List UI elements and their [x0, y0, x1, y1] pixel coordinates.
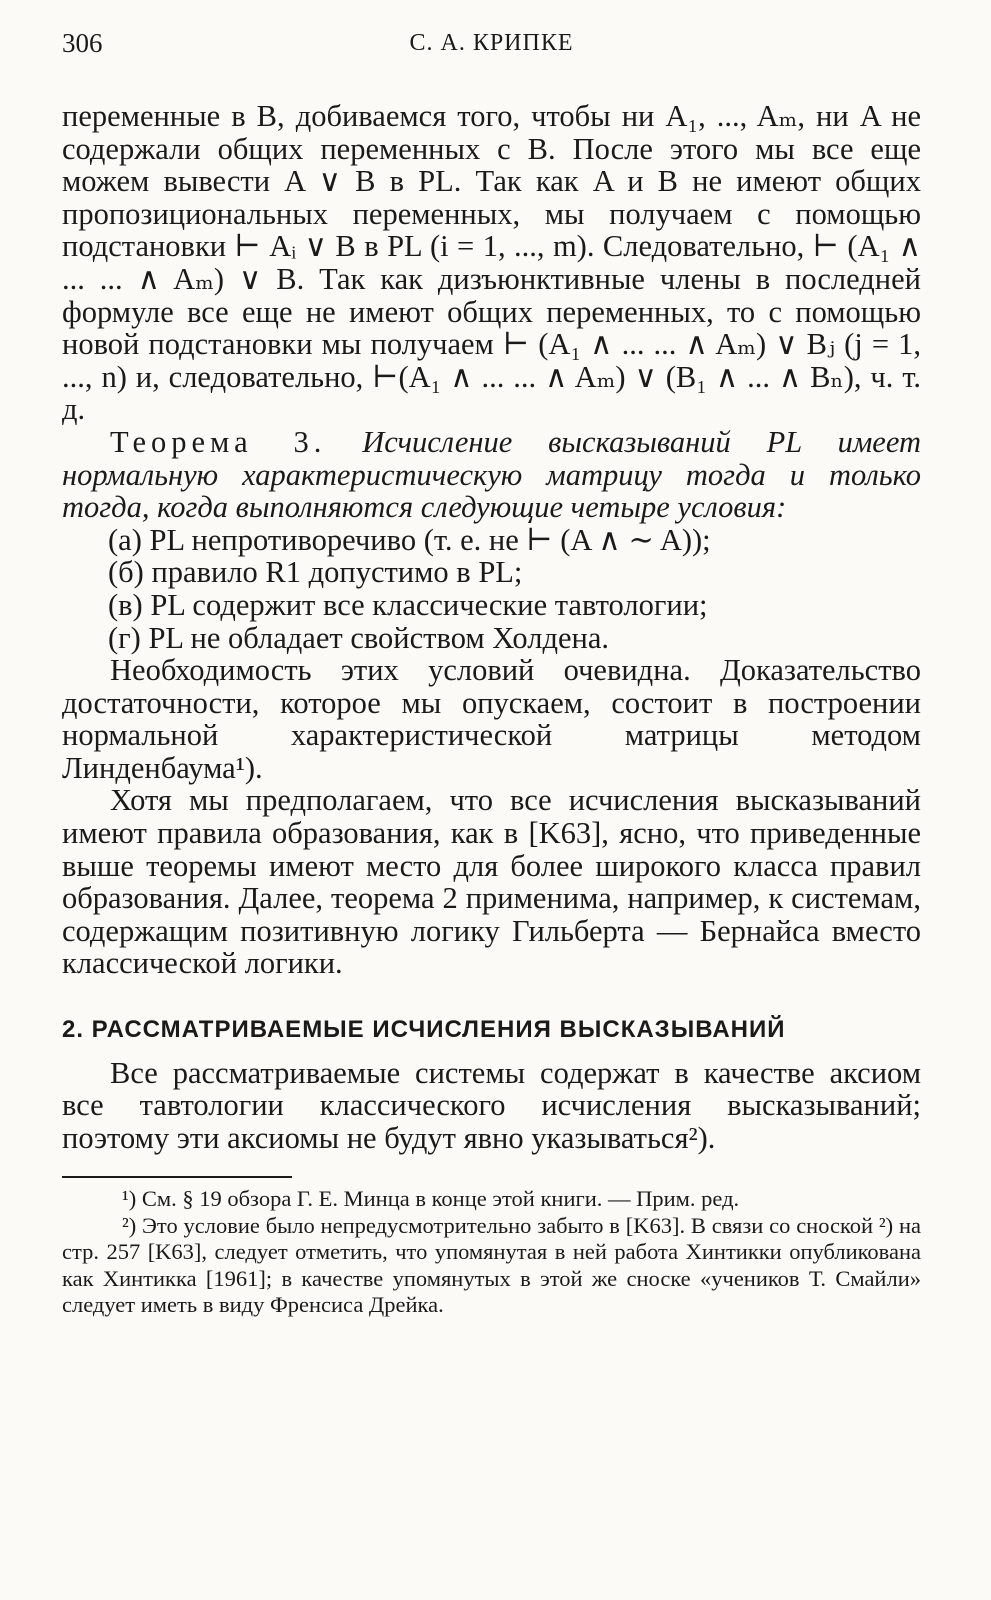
condition-g: (г) PL не обладает свойством Холдена. [108, 620, 610, 655]
condition-a: (а) PL непротиворечиво (т. е. не ⊢ (A ∧ ∼ A)); [108, 522, 711, 557]
footnote-divider [62, 1176, 292, 1178]
page-header [62, 28, 921, 64]
footnote-1: ¹) См. § 19 обзора Г. Е. Минца в конце этой книги. — Прим. ред. [122, 1186, 740, 1212]
paragraph-axioms: Все рассматриваемые системы содержат в качестве аксиом все тавтологии классического исчисления высказываний; поэтому эти аксиомы не будут явно указываться²). [62, 1055, 921, 1155]
footnotes [62, 1186, 921, 1319]
paragraph-proof-end: переменные в B, добиваемся того, чтобы ни A₁, ..., Aₘ, ни A не содержали общих переменных с B. После этого мы все еще можем вывести A ∨ B в PL. Так как A и B не имеют общих пропозициональных переменных, мы получаем с помощью подстановки ⊢ Aᵢ ∨ B в PL (i = 1, ..., m). Следовательно, ⊢ (A₁ ∧ ... ... ∧ Aₘ) ∨ B. Так как дизъюнктивные члены в последней формуле все еще не имеют общих переменных, то с помощью новой подстановки мы получаем ⊢ (A₁ ∧ ... ... ∧ Aₘ) ∨ Bⱼ (j = 1, ..., n) и, следовательно, ⊢(A₁ ∧ ... ... ∧ Aₘ) ∨ (B₁ ∧ ... ∧ Bₙ), ч. т. д. [62, 99, 921, 427]
theorem-label: Теорема 3. [110, 424, 327, 459]
page-body [62, 100, 921, 1319]
running-title: С. А. КРИПКЕ [409, 30, 574, 56]
condition-b: (б) правило R1 допустимо в PL; [108, 555, 523, 590]
footnote-2: ²) Это условие было непредусмотрительно забыто в [K63]. В связи со сноской ²) на стр. 257 [K63], следует отметить, что упомянутая в ней работа Хинтикки опубликована как Хинтикка [1961]; в качестве упомянутых в этой же сноске «учеников Т. Смайли» следует иметь в виду Френсиса Дрейка. [62, 1212, 921, 1318]
conditions-list [62, 524, 921, 654]
section-heading: 2. РАССМАТРИВАЕМЫЕ ИСЧИСЛЕНИЯ ВЫСКАЗЫВАНИЙ [62, 1016, 786, 1044]
page-number: 306 [62, 28, 103, 58]
paragraph-necessity: Необходимость этих условий очевидна. Доказательство достаточности, которое мы опускаем, состоит в построении нормальной характеристической матрицы методом Линденбаума¹). [62, 653, 921, 785]
paragraph-formation-rules: Хотя мы предполагаем, что все исчисления высказываний имеют правила образования, как в [K63], ясно, что приведенные выше теоремы имеют место для более широкого класса правил образования. Далее, теорема 2 применима, например, к системам, содержащим позитивную логику Гильберта — Бернайса вместо классической логики. [62, 783, 921, 981]
condition-v: (в) PL содержит все классические тавтологии; [108, 587, 708, 622]
theorem-3 [62, 426, 921, 524]
theorem-statement: Исчисление высказываний PL имеет нормальную характеристическую матрицу тогда и только тогда, когда выполняются следующие четыре условия: [62, 424, 921, 525]
